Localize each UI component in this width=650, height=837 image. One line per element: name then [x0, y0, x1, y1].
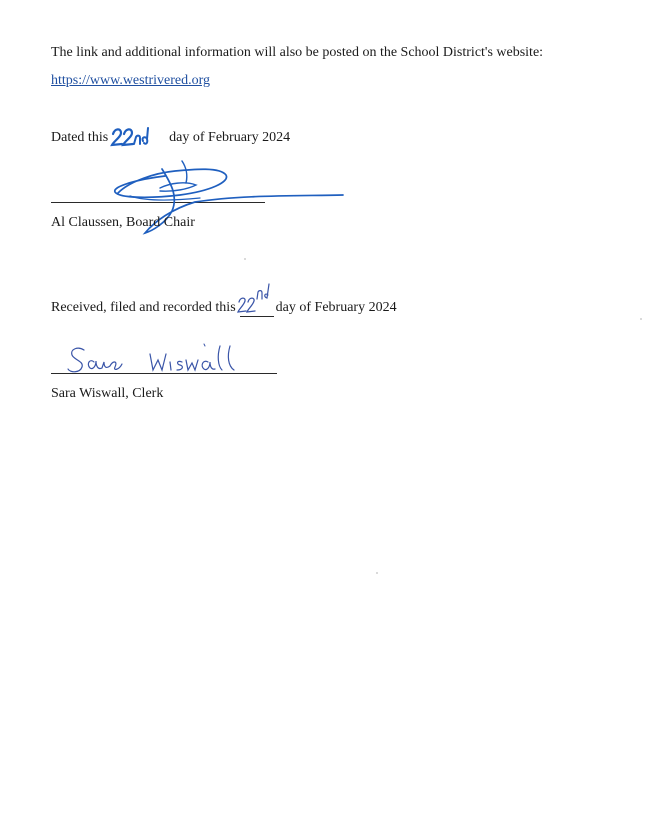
clerk-signer-name: Sara Wiswall, Clerk — [51, 386, 164, 401]
clerk-signature — [62, 340, 252, 380]
scan-speck — [640, 318, 642, 320]
scan-speck — [244, 258, 246, 260]
received-prefix: Received, filed and recorded this — [51, 300, 236, 315]
chair-handwritten-day — [110, 124, 158, 150]
received-line — [51, 300, 397, 317]
notice-text: The link and additional information will also be posted on the School District's website: — [51, 45, 544, 60]
dated-line — [51, 130, 290, 146]
dated-suffix: day of February 2024 — [169, 130, 291, 145]
clerk-handwritten-day — [236, 280, 276, 314]
received-suffix: day of February 2024 — [275, 300, 397, 315]
dated-prefix: Dated this — [51, 130, 109, 145]
scan-speck — [376, 572, 378, 574]
website-link[interactable]: https://www.westrivered.org — [51, 73, 211, 88]
chair-signer-name: Al Claussen, Board Chair — [51, 215, 195, 230]
